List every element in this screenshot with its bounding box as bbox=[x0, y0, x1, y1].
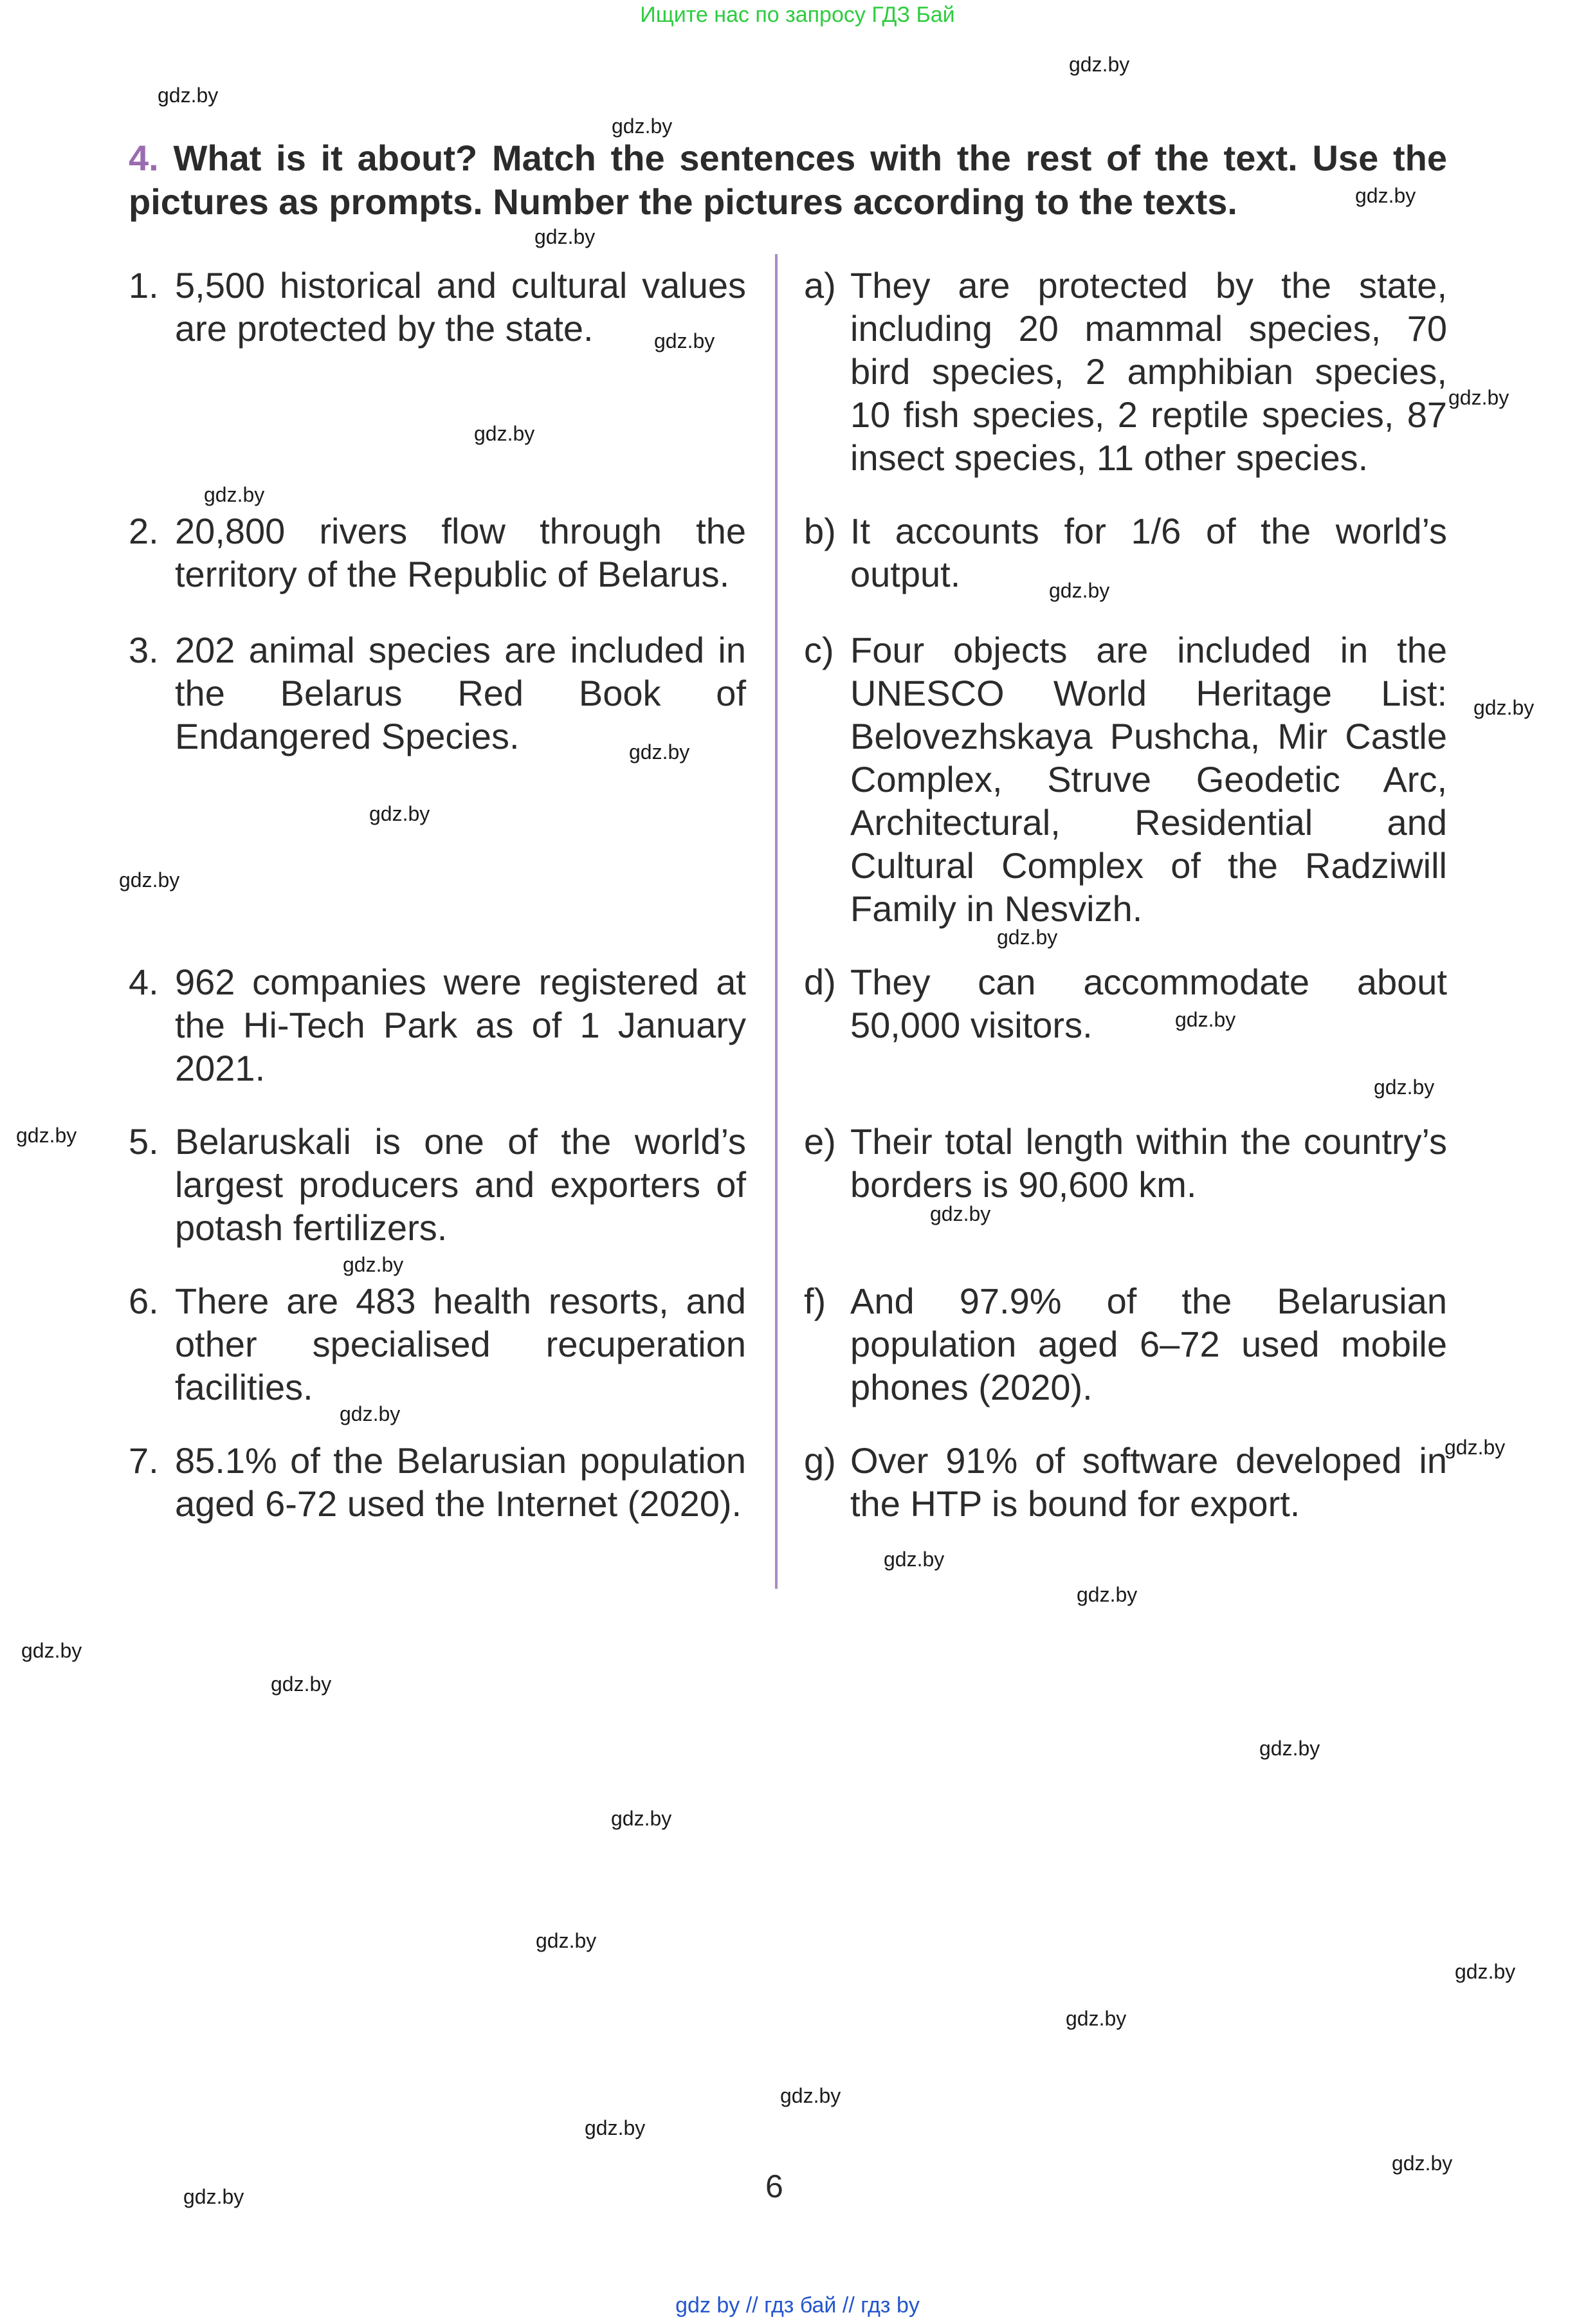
watermark: gdz.by bbox=[21, 1639, 82, 1662]
item-text: Belaruskali is one of the world’s largest producers and exporters of potash fertilizers. bbox=[175, 1121, 746, 1248]
watermark: gdz.by bbox=[1066, 2007, 1127, 2030]
item-text: They are protected by the state, including 20 mammal species, 70 bird species, 2 amphibian species, 10 fish species, 2 reptile species, 87 insect species, 11 other species. bbox=[850, 265, 1447, 478]
item-label: g) bbox=[804, 1440, 836, 1481]
watermark: gdz.by bbox=[780, 2084, 841, 2107]
watermark: gdz.by bbox=[119, 868, 180, 892]
watermark: gdz.by bbox=[629, 740, 690, 764]
watermark: gdz.by bbox=[1445, 1436, 1506, 1459]
item-text: Over 91% of software developed in the HTP is bound for export. bbox=[850, 1440, 1447, 1524]
watermark: gdz.by bbox=[271, 1672, 332, 1696]
watermark: gdz.by bbox=[340, 1402, 401, 1425]
watermark: gdz.by bbox=[343, 1253, 404, 1276]
footer-links[interactable]: gdz by // гдз бай // гдз by bbox=[675, 2293, 920, 2318]
item-text: 202 animal species are included in the Belarus Red Book of Endangered Species. bbox=[175, 630, 746, 756]
task-heading bbox=[129, 136, 1447, 224]
item-label: e) bbox=[804, 1121, 836, 1162]
watermark: gdz.by bbox=[654, 329, 715, 352]
watermark: gdz.by bbox=[1374, 1075, 1435, 1099]
watermark: gdz.by bbox=[1077, 1583, 1138, 1606]
watermark: gdz.by bbox=[1392, 2152, 1453, 2175]
item-label: c) bbox=[804, 630, 834, 670]
item-label: 2. bbox=[129, 511, 159, 551]
item-text: 85.1% of the Belarusian population aged 6-72 used the Internet (2020). bbox=[175, 1440, 746, 1524]
column-divider bbox=[775, 254, 778, 1589]
item-label: 6. bbox=[129, 1281, 159, 1321]
watermark: gdz.by bbox=[1259, 1737, 1320, 1760]
watermark: gdz.by bbox=[585, 2116, 646, 2139]
watermark: gdz.by bbox=[183, 2185, 244, 2208]
watermark: gdz.by bbox=[612, 114, 673, 138]
watermark: gdz.by bbox=[534, 225, 596, 248]
top-banner[interactable]: Ищите нас по запросу ГДЗ Бай bbox=[640, 3, 955, 27]
watermark: gdz.by bbox=[884, 1548, 945, 1571]
watermark: gdz.by bbox=[474, 422, 535, 445]
watermark: gdz.by bbox=[1069, 53, 1130, 76]
item-label: a) bbox=[804, 265, 836, 306]
watermark: gdz.by bbox=[536, 1929, 597, 1952]
item-text: 5,500 historical and cultural values are protected by the state. bbox=[175, 265, 746, 349]
item-label: d) bbox=[804, 962, 836, 1002]
task-instruction: What is it about? Match the sentences with the rest of the text. Use the pictures as prompts. Number the pictures according to the texts. bbox=[129, 138, 1447, 222]
item-text: It accounts for 1/6 of the world’s output. bbox=[850, 511, 1447, 594]
watermark: gdz.by bbox=[204, 483, 265, 506]
item-label: 7. bbox=[129, 1440, 159, 1481]
watermark: gdz.by bbox=[1355, 184, 1416, 207]
watermark: gdz.by bbox=[1049, 579, 1110, 602]
watermark: gdz.by bbox=[1473, 696, 1535, 719]
watermark: gdz.by bbox=[16, 1124, 77, 1147]
item-label: b) bbox=[804, 511, 836, 551]
watermark: gdz.by bbox=[611, 1807, 672, 1830]
item-label: 5. bbox=[129, 1121, 159, 1162]
item-label: 4. bbox=[129, 962, 159, 1002]
task-number: 4. bbox=[129, 138, 159, 178]
item-text: 20,800 rivers flow through the territory of the Republic of Belarus. bbox=[175, 511, 746, 594]
watermark: gdz.by bbox=[1175, 1008, 1236, 1031]
item-text: There are 483 health resorts, and other specialised recuperation facilities. bbox=[175, 1281, 746, 1407]
watermark: gdz.by bbox=[1448, 386, 1509, 409]
watermark: gdz.by bbox=[369, 802, 430, 825]
item-text: They can accommodate about 50,000 visitors. bbox=[850, 962, 1447, 1045]
item-text: Their total length within the country’s borders is 90,600 km. bbox=[850, 1121, 1447, 1205]
watermark: gdz.by bbox=[1455, 1960, 1516, 1983]
item-text: Four objects are included in the UNESCO World Heritage List: Belovezhskaya Pushcha, Mir Castle Complex, Struve Geodetic Arc, Architectural, Residential and Cultural Complex of the Radziwill Family in Nesvizh. bbox=[850, 630, 1447, 929]
item-label: f) bbox=[804, 1281, 826, 1321]
page-number: 6 bbox=[765, 2168, 783, 2204]
watermark: gdz.by bbox=[930, 1202, 991, 1225]
item-text: And 97.9% of the Belarusian population aged 6–72 used mobile phones (2020). bbox=[850, 1281, 1447, 1407]
item-text: 962 companies were registered at the Hi-Tech Park as of 1 January 2021. bbox=[175, 962, 746, 1088]
watermark: gdz.by bbox=[158, 84, 219, 107]
item-label: 1. bbox=[129, 265, 159, 306]
watermark: gdz.by bbox=[997, 926, 1058, 949]
item-label: 3. bbox=[129, 630, 159, 670]
